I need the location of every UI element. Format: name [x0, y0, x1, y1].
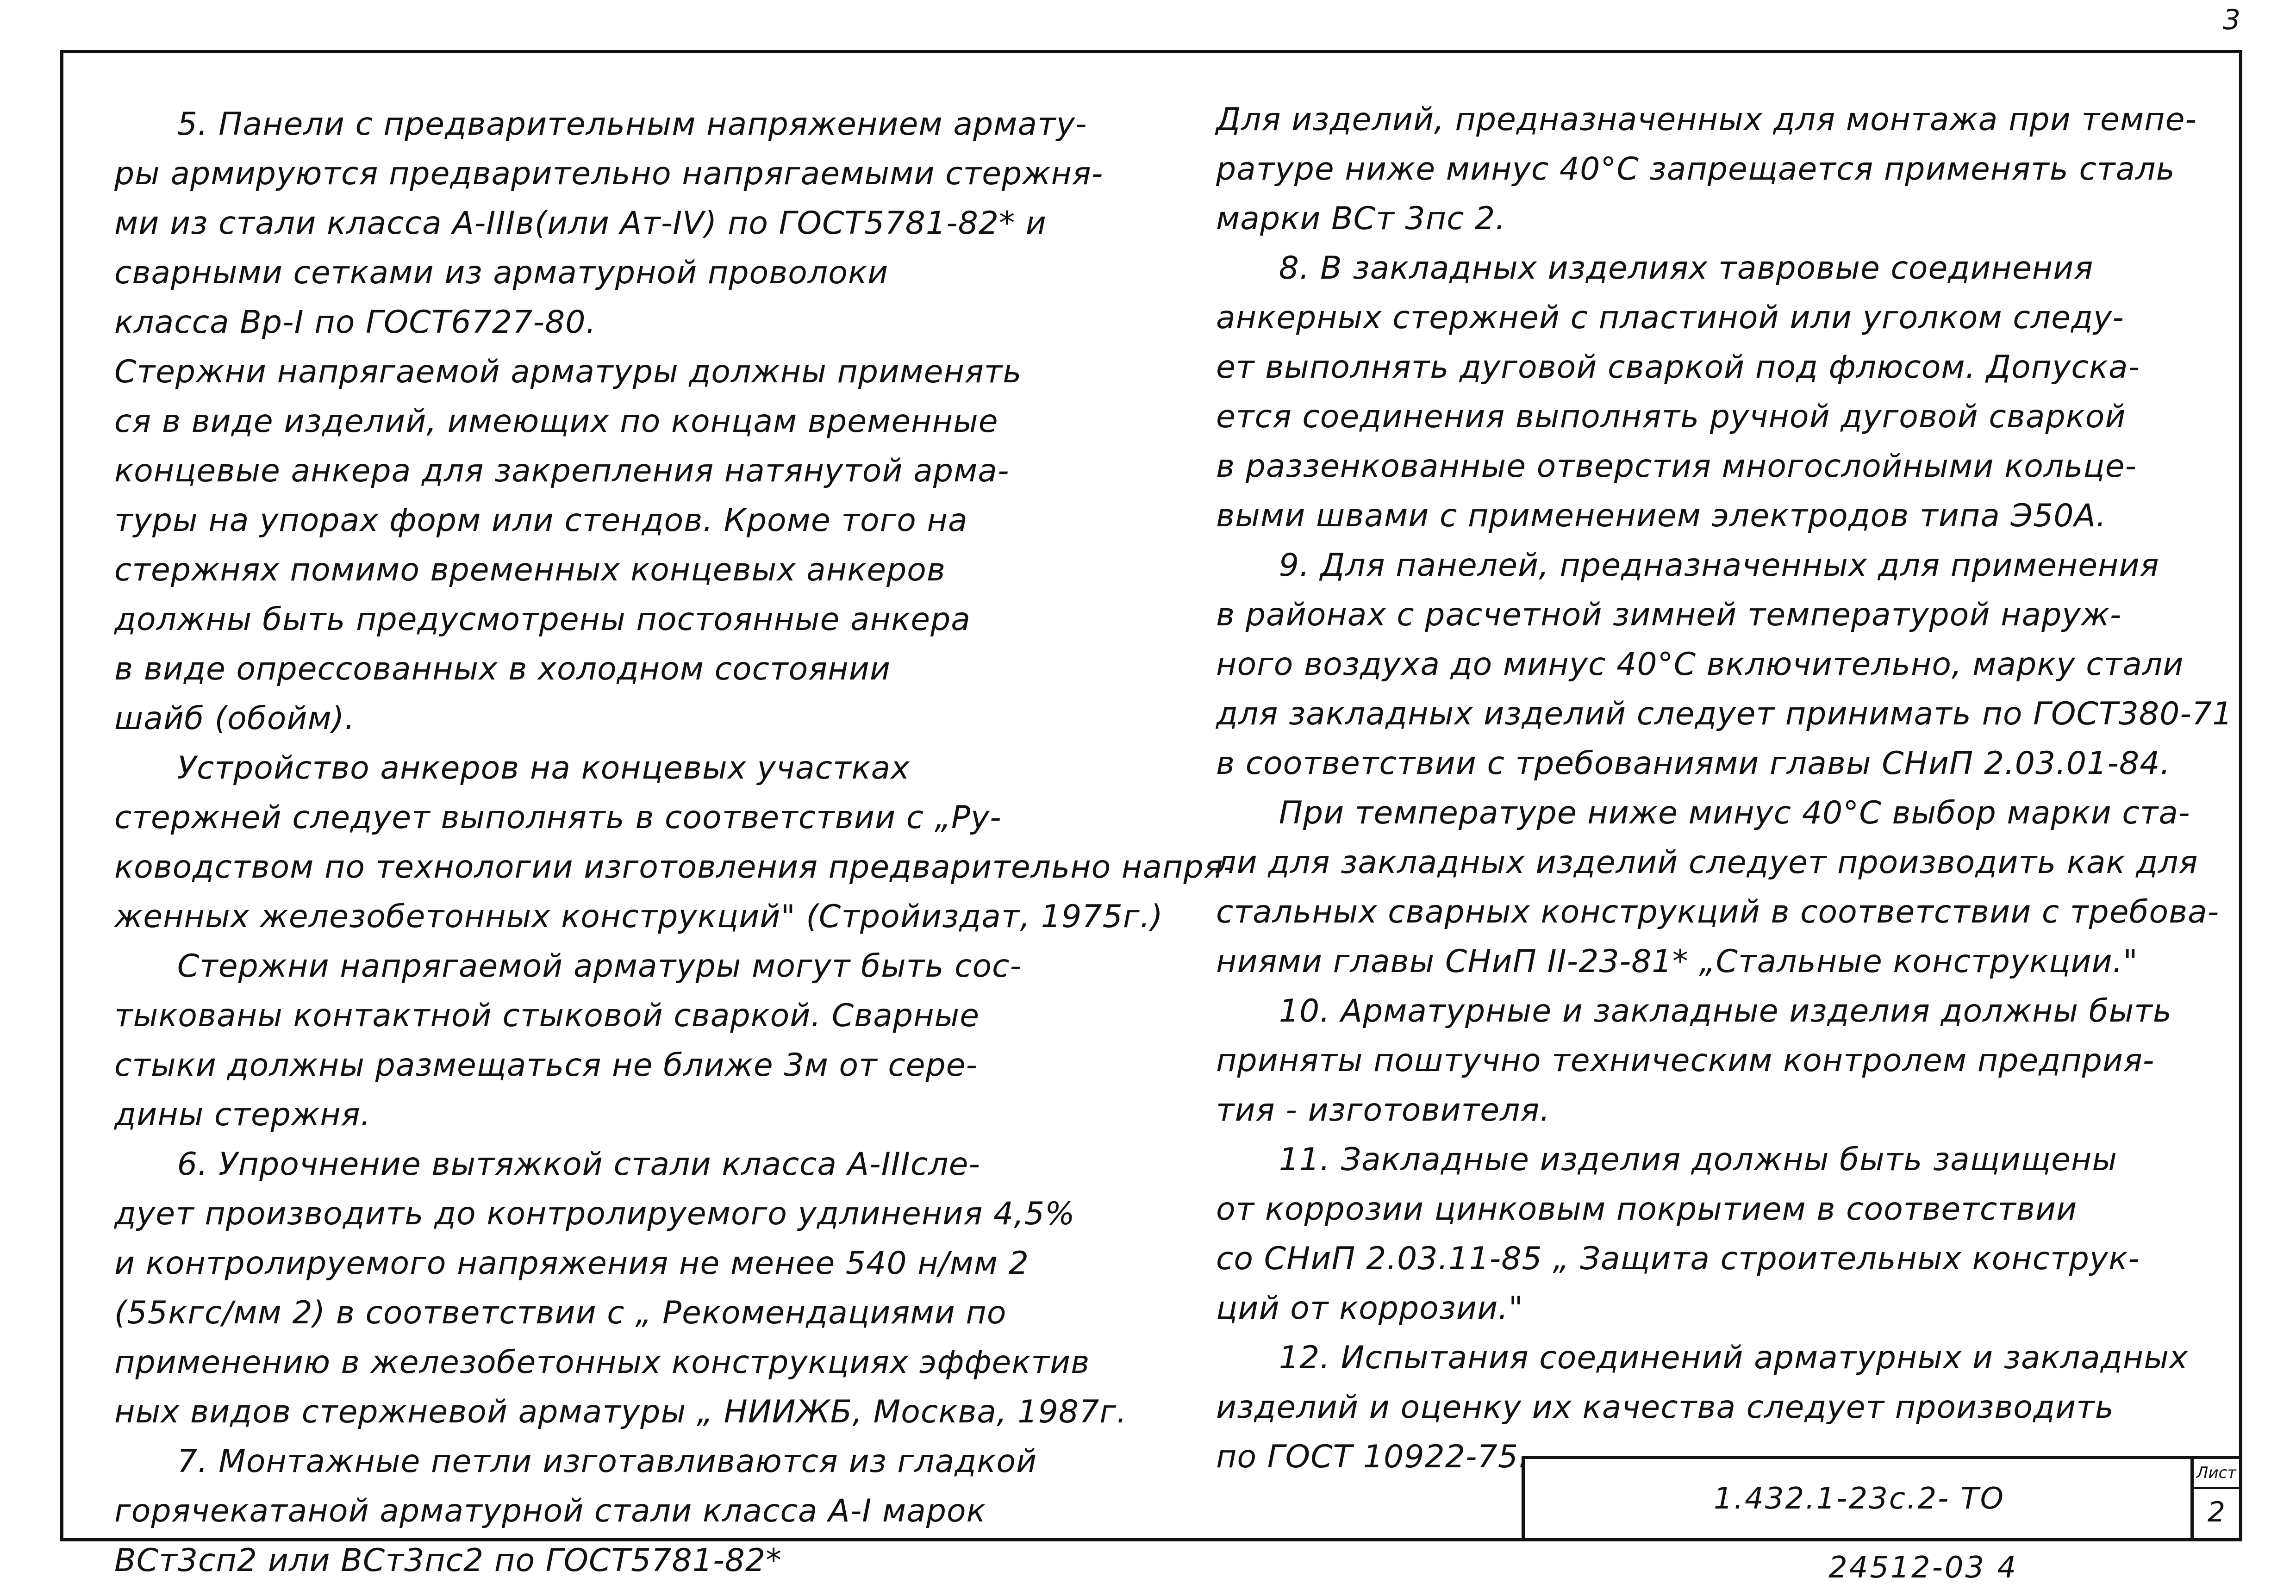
text-line: ного воздуха до минус 40°С включительно, марку стали [1216, 646, 2184, 683]
text-line: (55кгс/мм 2) в соответствии с „ Рекомендациями по [114, 1295, 1007, 1331]
text-line: ководством по технологии изготовления предварительно напря- [114, 849, 1235, 885]
text-line: 8. В закладных изделиях тавровые соединения [1216, 250, 2094, 287]
text-line: от коррозии цинковым покрытием в соответствии [1216, 1191, 2078, 1228]
text-line: стальных сварных конструкций в соответствии с требова- [1216, 894, 2220, 930]
document-code: 1.432.1-23с.2- ТО [1714, 1481, 2005, 1516]
text-line: 9. Для панелей, предназначенных для применения [1216, 547, 2159, 584]
text-line: по ГОСТ 10922-75. [1216, 1439, 1529, 1475]
text-line: выми швами с применением электродов типа Э50А. [1216, 498, 2107, 534]
text-line: тия - изготовителя. [1216, 1092, 1551, 1128]
text-line: туры на упорах форм или стендов. Кроме того на [114, 502, 968, 539]
text-line: концевые анкера для закрепления натянутой арма- [114, 453, 1010, 489]
text-line: ВСт3сп2 или ВСт3пс2 по ГОСТ5781-82* [114, 1542, 782, 1579]
title-block-stamp [1522, 1456, 2239, 1538]
text-line: стержнях помимо временных концевых анкеров [114, 552, 946, 588]
sheet-cell [2190, 1459, 2239, 1538]
sheet-label: Лист [2194, 1459, 2239, 1489]
text-line: со СНиП 2.03.11-85 „ Защита строительных конструк- [1216, 1241, 2140, 1277]
text-line: ратуре ниже минус 40°С запрещается применять сталь [1216, 151, 2175, 187]
text-line: в соответствии с требованиями главы СНиП 2.03.01-84. [1216, 745, 2171, 782]
text-line: стыки должны размещаться не ближе 3м от сере- [114, 1047, 978, 1084]
text-line: 5. Панели с предварительным напряжением армату- [114, 106, 1087, 143]
page-number: 3 [2222, 4, 2240, 36]
text-line: женных железобетонных конструкций" (Стройиздат, 1975г.) [114, 898, 1163, 935]
text-line: 12. Испытания соединений арматурных и закладных [1216, 1340, 2189, 1376]
text-line: в виде опрессованных в холодном состоянии [114, 651, 891, 687]
text-line: тыкованы контактной стыковой сваркой. Сварные [114, 998, 980, 1034]
text-line: горячекатаной арматурной стали класса А-I марок [114, 1493, 986, 1529]
right-column-text [1216, 95, 2234, 1482]
text-line: Устройство анкеров на концевых участках [114, 750, 910, 786]
text-line: приняты поштучно техническим контролем предприя- [1216, 1042, 2155, 1079]
text-line: в раззенкованные отверстия многослойными кольце- [1216, 448, 2137, 485]
text-line: 6. Упрочнение вытяжкой стали класса А-IIIсле- [114, 1146, 981, 1183]
text-line: ры армируются предварительно напрягаемыми стержня- [114, 156, 1104, 192]
text-line: марки ВСт 3пс 2. [1216, 200, 1506, 237]
text-line: 10. Арматурные и закладные изделия должны быть [1216, 993, 2172, 1029]
text-line: сварными сетками из арматурной проволоки [114, 255, 889, 291]
text-line: 7. Монтажные петли изготавливаются из гладкой [114, 1443, 1037, 1480]
text-line: ций от коррозии." [1216, 1290, 1524, 1327]
text-line: дует производить до контролируемого удлинения 4,5% [114, 1196, 1075, 1232]
text-line: применению в железобетонных конструкциях эффектив [114, 1344, 1090, 1381]
text-line: в районах с расчетной зимней температурой наруж- [1216, 597, 2122, 633]
text-line: класса Вр-I по ГОСТ6727-80. [114, 304, 597, 341]
text-line: и контролируемого напряжения не менее 540 н/мм 2 [114, 1245, 1029, 1282]
text-line: ниями главы СНиП II-23-81* „Стальные конструкции." [1216, 943, 2138, 980]
text-line: Стержни напрягаемой арматуры должны применять [114, 354, 1022, 390]
text-line: Стержни напрягаемой арматуры могут быть сос- [114, 948, 1022, 985]
sheet-number: 2 [2207, 1496, 2226, 1528]
text-line: для закладных изделий следует принимать по ГОСТ380-71 [1216, 696, 2233, 732]
text-line: изделий и оценку их качества следует производить [1216, 1389, 2114, 1426]
text-line: ет выполнять дуговой сваркой под флюсом. Допуска- [1216, 349, 2140, 386]
text-line: Для изделий, предназначенных для монтажа при темпе- [1216, 101, 2197, 138]
text-line: ми из стали класса А-IIIв(или Ат-IV) по ГОСТ5781-82* и [114, 205, 1047, 242]
text-line: ся в виде изделий, имеющих по концам временные [114, 403, 998, 440]
text-line: шайб (обойм). [114, 700, 355, 737]
text-line: должны быть предусмотрены постоянные анкера [114, 601, 971, 638]
text-line: ных видов стержневой арматуры „ НИИЖБ, Москва, 1987г. [114, 1394, 1127, 1430]
text-line: ется соединения выполнять ручной дуговой сваркой [1216, 399, 2126, 435]
left-column-text [114, 100, 1235, 1585]
text-line: анкерных стержней с пластиной или уголком следу- [1216, 299, 2124, 336]
text-line: 11. Закладные изделия должны быть защищены [1216, 1141, 2118, 1178]
archive-number: 24512-03 4 [1828, 1551, 2018, 1585]
text-line: ли для закладных изделий следует производить как для [1216, 844, 2198, 881]
text-line: дины стержня. [114, 1097, 371, 1133]
text-line: стержней следует выполнять в соответствии с „Ру- [114, 799, 1002, 836]
text-line: При температуре ниже минус 40°С выбор марки ста- [1216, 795, 2190, 831]
